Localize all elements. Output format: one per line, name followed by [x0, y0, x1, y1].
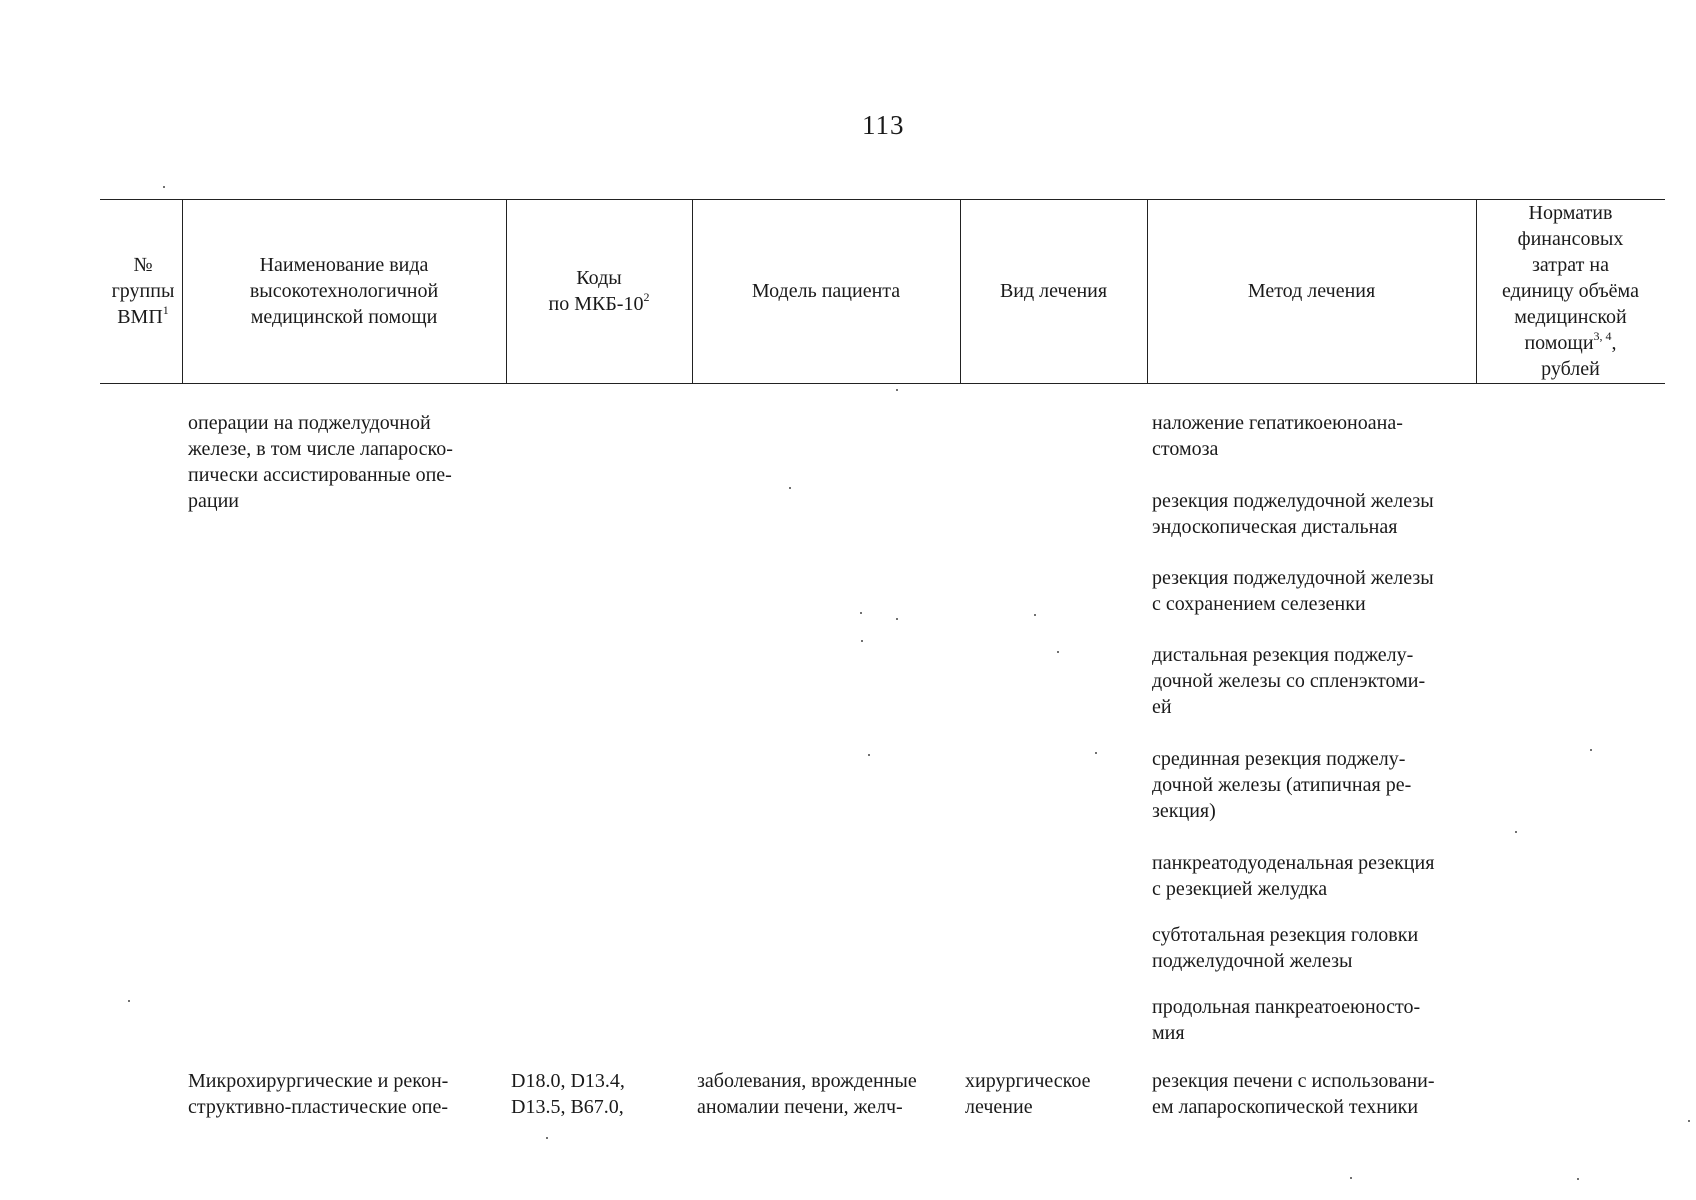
method-item: панкреатодуоденальная резекция с резекцией желудка: [1152, 852, 1435, 900]
scan-speck: [546, 1137, 548, 1139]
method-item: срединная резекция поджелу- дочной железы (атипичная ре- зекция): [1152, 748, 1412, 822]
method-item: резекция поджелудочной железы с сохранением селезенки: [1152, 567, 1434, 615]
row2-icd-codes: D18.0, D13.4, D13.5, B67.0,: [511, 1070, 625, 1118]
header-treatment-type: [960, 199, 1147, 383]
scan-speck: [1590, 749, 1592, 751]
scan-speck: [163, 186, 165, 188]
scan-speck: [1688, 1120, 1690, 1122]
scan-speck: [896, 618, 898, 620]
scan-speck: [1515, 831, 1517, 833]
method-item: дистальная резекция поджелу- дочной железы со спленэктоми- ей: [1152, 644, 1426, 718]
method-item: наложение гепатикоеюноана- стомоза: [1152, 412, 1403, 460]
header-cost-norm: [1476, 199, 1665, 383]
header-icd-codes-text: Коды по МКБ-10: [548, 267, 644, 315]
method-item: продольная панкреатоеюносто- мия: [1152, 996, 1421, 1044]
scan-speck: [860, 612, 862, 614]
row2-care-type: Микрохирургические и рекон- структивно-пластические опе-: [188, 1070, 449, 1118]
row2-treatment-method: резекция печени с использовани- ем лапароскопической техники: [1152, 1070, 1435, 1118]
scan-speck: [128, 1000, 130, 1002]
row1-care-type: операции на поджелудочной железе, в том числе лапароско- пически ассистированные опе- рации: [188, 412, 453, 512]
header-group-number-footnote: 1: [162, 303, 169, 317]
header-care-type-text: Наименование вида высокотехнологичной медицинской помощи: [249, 254, 439, 328]
scan-speck: [868, 754, 870, 756]
method-item: субтотальная резекция головки поджелудочной железы: [1152, 924, 1419, 972]
scan-speck: [861, 640, 863, 642]
row2-treatment-type: хирургическое лечение: [965, 1070, 1091, 1118]
header-cost-norm-footnote: 3, 4: [1593, 329, 1612, 343]
header-treatment-type-text: Вид лечения: [999, 280, 1108, 302]
header-patient-model: [692, 199, 960, 383]
header-care-type: [182, 199, 506, 383]
scan-speck: [1350, 1177, 1352, 1179]
header-cost-norm-unit: , рублей: [1541, 332, 1617, 380]
header-cost-norm-text: Норматив финансовых затрат на единицу объёма медицинской помощи: [1502, 202, 1639, 354]
row2-patient-model: заболевания, врожденные аномалии печени, желч-: [697, 1070, 917, 1118]
header-patient-model-text: Модель пациента: [751, 280, 901, 302]
header-group-number-text: № группы ВМП: [111, 254, 175, 328]
scan-speck: [1034, 614, 1036, 616]
header-icd-codes: [506, 199, 692, 383]
method-item: резекция поджелудочной железы эндоскопическая дистальная: [1152, 490, 1434, 538]
header-treatment-method: [1147, 199, 1476, 383]
header-treatment-method-text: Метод лечения: [1247, 280, 1376, 302]
scan-speck: [1095, 752, 1097, 754]
scan-speck: [1057, 651, 1059, 653]
header-group-number: [100, 199, 182, 383]
scan-speck: [896, 389, 898, 391]
table-header-bottom-border: [100, 383, 1665, 384]
header-icd-codes-footnote: 2: [643, 290, 650, 304]
scan-speck: [1577, 1178, 1579, 1180]
scan-speck: [789, 487, 791, 489]
page-number: 113: [862, 110, 905, 140]
